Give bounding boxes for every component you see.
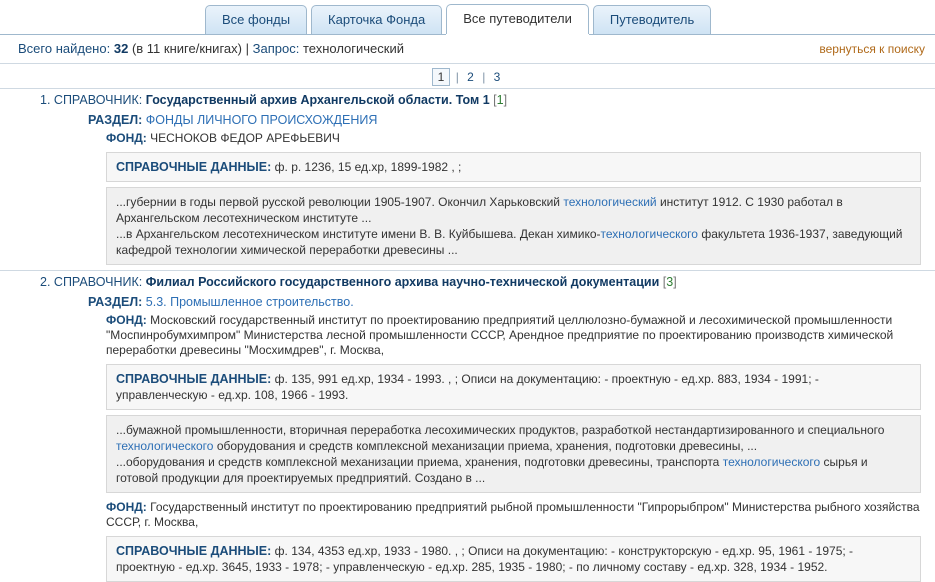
- summary-divider: |: [245, 41, 249, 56]
- snippet-block: [106, 415, 921, 493]
- page-3[interactable]: 3: [493, 70, 501, 84]
- snippet-text: оборудования и средств комплексной механизации приема, хранения, подготовки древесины, ...: [213, 439, 758, 453]
- result-body: [0, 292, 935, 582]
- back-to-search-link[interactable]: вернуться к поиску: [819, 42, 925, 56]
- result-item: [0, 270, 935, 582]
- snippet-text: ...бумажной промышленности, вторичная переработка лесохимических продуктов, разработкой нестандартизированного и специального: [116, 423, 885, 437]
- result-header: [0, 270, 935, 292]
- found-books: (в 11 книге/книгах): [131, 41, 242, 56]
- fond-row: [88, 129, 921, 148]
- snippet-line: [116, 422, 911, 454]
- razdel-row: [88, 292, 921, 311]
- reference-data-label: СПРАВОЧНЫЕ ДАННЫЕ:: [116, 372, 272, 386]
- search-summary: [0, 35, 935, 64]
- page-2[interactable]: 2: [467, 70, 474, 84]
- snippet-text: ...губернии в годы первой русской революции 1905-1907. Окончил Харьковский: [116, 195, 564, 209]
- found-count: 32: [113, 41, 129, 56]
- snippet-text: институт 1912. С 1930 работал в Архангельском лесотехническом институте ...: [116, 195, 843, 225]
- fond-row: [88, 498, 921, 532]
- reference-data-value: ф. 134, 4353 ед.хр, 1933 - 1980. , ; Описи на документацию: - конструкторскую - ед.хр. 95, 1961 - 1975; - проектную - ед.хр. 3645, 1933 - 1978; - управленческую - ед.хр. 285, 1935 - 1980; - по личному составу - ед.хр. 328, 1934 - 1952.: [116, 544, 854, 574]
- snippet-text: сырья и готовой продукции для проектируемых предприятий. Создано в ...: [116, 455, 868, 485]
- result-number: 1.: [40, 93, 51, 107]
- tab-all-guides[interactable]: [446, 4, 589, 34]
- result-count-value: 3: [666, 275, 674, 289]
- tab-guide[interactable]: [593, 5, 711, 34]
- tab-guide-label: Путеводитель: [609, 12, 695, 27]
- snippet-text: факультета 1936-1937, заведующий кафедрой технологии химической переработки древесины ...: [116, 227, 903, 257]
- snippet-block: [106, 187, 921, 265]
- tab-all-funds[interactable]: [205, 5, 307, 34]
- result-title[interactable]: Филиал Российского государственного архива научно-технической документации: [145, 275, 660, 289]
- reference-data-value: ф. р. 1236, 15 ед.хр, 1899-1982 , ;: [274, 160, 462, 174]
- tab-all-funds-label: Все фонды: [222, 12, 291, 27]
- pagination: [0, 64, 935, 88]
- result-body: [0, 110, 935, 265]
- result-kind-label: СПРАВОЧНИК:: [53, 93, 143, 107]
- snippet-line: [116, 194, 911, 226]
- snippet-line: [116, 454, 911, 486]
- fond-value: Московский государственный институт по проектированию предприятий целлюлозно-бумажной и лесохимической промышленности "Моспинробумхимпром" Министерства лесной промышленности СССР, Арендное предприятие по проектированию производств химической переработки древесины "Мосхимдрев", г. Москва,: [106, 313, 894, 357]
- snippet-line: [116, 226, 911, 258]
- page-1[interactable]: 1: [432, 68, 451, 86]
- results-list: [0, 88, 935, 582]
- snippet-highlight: технологического: [116, 439, 214, 453]
- result-header: [0, 88, 935, 110]
- reference-data-label: СПРАВОЧНЫЕ ДАННЫЕ:: [116, 160, 272, 174]
- snippet-highlight: технологического: [722, 455, 821, 469]
- razdel-value[interactable]: ФОНДЫ ЛИЧНОГО ПРОИСХОЖДЕНИЯ: [145, 113, 378, 127]
- reference-data-label: СПРАВОЧНЫЕ ДАННЫЕ:: [116, 544, 272, 558]
- result-item: [0, 88, 935, 265]
- tab-fund-card-label: Карточка Фонда: [328, 12, 426, 27]
- snippet-text: ...в Архангельском лесотехническом институте имени В. В. Куйбышева. Декан химико-: [116, 227, 601, 241]
- reference-data-card: [106, 152, 921, 182]
- result-title[interactable]: Государственный архив Архангельской области. Том 1: [145, 93, 490, 107]
- query-value: технологический: [302, 41, 404, 56]
- fond-label: ФОНД:: [106, 131, 147, 145]
- fond-value: ЧЕСНОКОВ ФЕДОР АРЕФЬЕВИЧ: [150, 131, 340, 145]
- fond-value: Государственный институт по проектированию предприятий рыбной промышленности "Гипрорыбпром" Министерства рыбного хозяйства СССР, г. Москва,: [106, 500, 920, 529]
- result-count: [3]: [662, 275, 677, 289]
- razdel-row: [88, 110, 921, 129]
- razdel-label: РАЗДЕЛ:: [88, 113, 143, 127]
- result-kind-label: СПРАВОЧНИК:: [53, 275, 143, 289]
- found-label: Всего найдено:: [18, 41, 111, 56]
- reference-data-value: ф. 135, 991 ед.хр, 1934 - 1993. , ; Описи на документацию: - проектную - ед.хр. 883, 1934 - 1991; - управленческую - ед.хр. 108, 1966 - 1993.: [116, 372, 819, 402]
- tab-fund-card[interactable]: [311, 5, 442, 34]
- snippet-highlight: технологического: [600, 227, 698, 241]
- result-count: [1]: [493, 93, 508, 107]
- fond-label: ФОНД:: [106, 313, 147, 327]
- reference-data-card: [106, 364, 921, 410]
- razdel-label: РАЗДЕЛ:: [88, 295, 143, 309]
- result-number: 2.: [40, 275, 51, 289]
- razdel-value[interactable]: 5.3. Промышленное строительство.: [145, 295, 354, 309]
- reference-data-card: [106, 536, 921, 582]
- tab-list: [205, 4, 711, 34]
- query-label: Запрос:: [252, 41, 300, 56]
- fond-row: [88, 311, 921, 360]
- result-count-value: 1: [496, 93, 504, 107]
- tab-all-guides-label: Все путеводители: [463, 11, 572, 26]
- pager-separator-1: |: [455, 70, 459, 84]
- tab-bar: [0, 0, 935, 35]
- fond-label: ФОНД:: [106, 500, 147, 514]
- snippet-text: ...оборудования и средств комплексной механизации приема, хранения, подготовки древесины, транспорта: [116, 455, 723, 469]
- snippet-highlight: технологический: [563, 195, 657, 209]
- pager-separator-2: |: [482, 70, 486, 84]
